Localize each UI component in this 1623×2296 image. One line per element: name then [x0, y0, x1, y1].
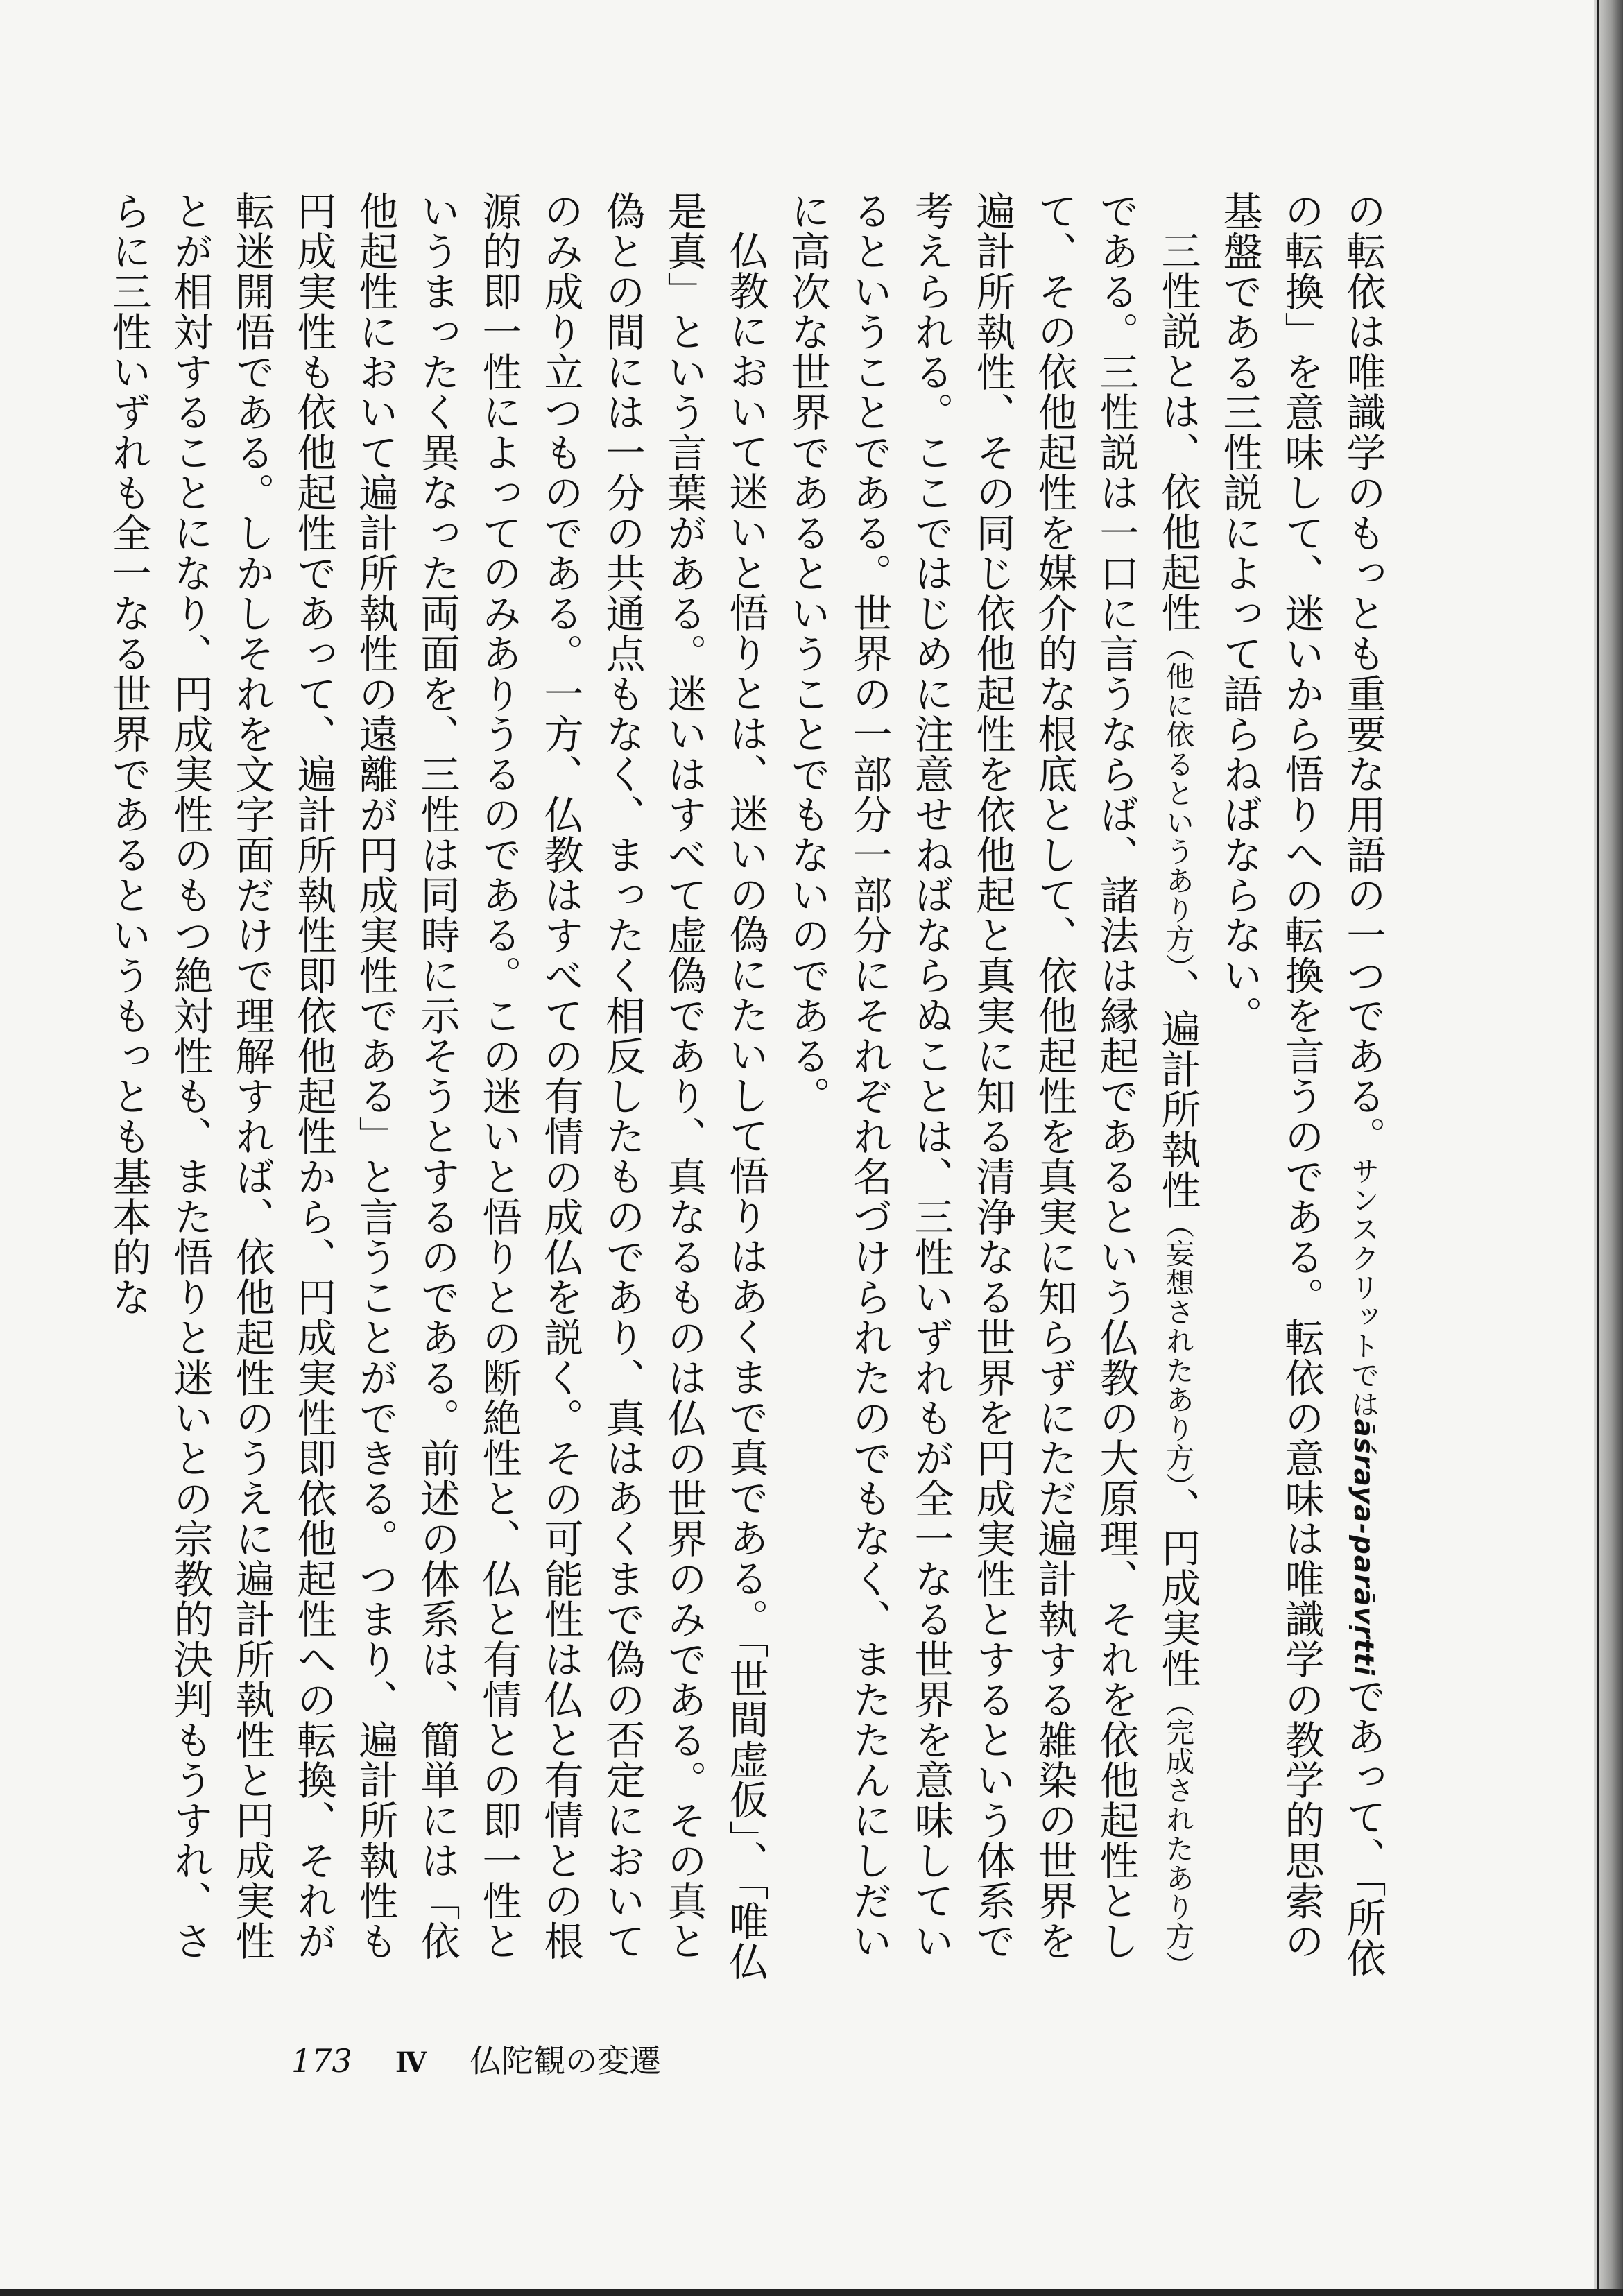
text-segment: 仏教において迷いと悟りとは、迷いの偽にたいして悟りはあくまで真である。「世間虚仮」、「唯仏是真」という言葉がある。迷いはすべて虚偽であり、真なるものは仏の世界のみである。その真と偽との間には一分の共通点もなく、まったく相反したものであり、真はあくまで偽の否定においてのみ成り立つものである。一方、仏教はすべての有情の成仏を説く。その可能性は仏と有情との根源的即一性によってのみありうるのである。この迷いと悟りとの断絶性と、仏と有情との即一性というまったく異なった両面を、三性は同時に示そうとするのである。前述の体系は、簡単には「依他起性において遍計所執性の遠離が円成実性である」と言うことができる。つまり、遍計所執性も円成実性も依他起性であって、遍計所執性即依他起性から、円成実性即依他起性への転換、それが転迷開悟である。しかしそれを文字面だけで理解すれば、依他起性のうえに遍計所執性と円成実性とが相対することになり、円成実性のもつ絶対性も、また悟りと迷いとの宗教的決判もうすれ、さらに三性いずれも全一なる世界であるというもっとも基本的な [105, 191, 768, 1982]
inline-note: （妄想されたあり方） [1161, 1209, 1194, 1487]
text-segment: の転依は唯識学のもっとも重要な用語の一つである。 [1340, 191, 1386, 1156]
inline-note: （完成されたあり方） [1161, 1688, 1194, 1980]
paragraph [97, 191, 776, 1987]
chapter-title: 仏陀観の変遷 [470, 2042, 662, 2080]
text-segment: であって、「所依の転換」を意味して、迷いから悟りへの転換を言うのである。転依の意味は唯識学の教学的思索の基盤である三性説によって語らねばならない。 [1217, 191, 1386, 1978]
page-footer [291, 2036, 661, 2082]
text-segment: 三性説とは、依他起性 [1155, 230, 1201, 633]
paragraph [1208, 191, 1394, 1987]
page-number: 173 [291, 2042, 352, 2080]
text-segment: 、遍計所執性 [1155, 968, 1201, 1210]
body-text [105, 191, 1394, 1987]
page-edge-line [1597, 0, 1599, 2296]
page-bottom-edge [0, 2289, 1623, 2296]
sanskrit-term: āśraya-parāvṛtti [1348, 1419, 1379, 1676]
inline-note: （他に依るというあり方） [1161, 633, 1194, 968]
text-segment: である。三性説は一口に言うならば、諸法は縁起であるという仏教の大原理、それを依他起性として、その依他起性を媒介的な根底として、依他起性を真実に知らずにただ遍計執する雑染の世界を遍計所執性、その同じ依他起性を依他起と真実に知る清浄なる世界を円成実性とするという体系で考えられる。ここではじめに注意せねばならぬことは、三性いずれもが全一なる世界を意味しているということである。世界の一部分一部分にそれぞれ名づけられたのでもなく、またたんにしだいに高次な世界であるということでもないのである。 [784, 191, 1139, 1961]
paragraph [776, 191, 1208, 1987]
chapter-number: Ⅳ [395, 2046, 427, 2079]
inline-note: サンスクリットでは [1346, 1156, 1380, 1419]
text-segment: 、円成実性 [1155, 1487, 1201, 1688]
